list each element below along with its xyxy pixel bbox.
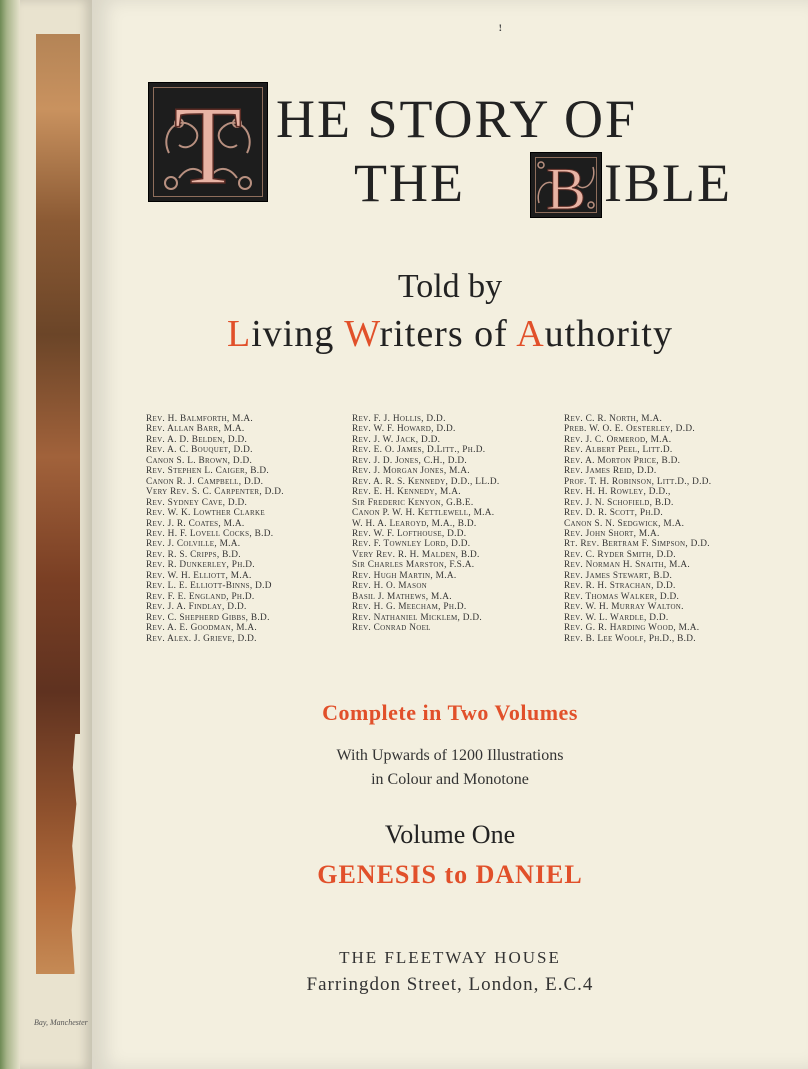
contributor-name: Rev. J. A. Findlay, D.D.	[146, 602, 247, 613]
contributor-name: Rev. B. Lee Woolf, Ph.D., B.D.	[564, 633, 696, 644]
contributor-name: Rev. E. O. James, D.Litt., Ph.D.	[352, 445, 486, 456]
contributor-name: Preb. W. O. E. Oesterley, D.D.	[564, 424, 695, 435]
publisher-address: Farringdon Street, London, E.C.4	[306, 974, 594, 995]
illustrations-line-1: With Upwards of 1200 Illustrations	[336, 747, 564, 764]
writers-initial-a: A	[516, 313, 545, 355]
contributor-name: Sir Charles Marston, F.S.A.	[352, 560, 475, 571]
title-line-1-text: HE STORY OF	[276, 89, 638, 149]
contributor-name: Rev. J. C. Ormerod, M.A.	[564, 434, 672, 445]
contributor-name: Rev. A. E. Goodman, M.A.	[146, 623, 258, 634]
writers-initial-l: L	[227, 313, 252, 355]
svg-text:B: B	[545, 156, 587, 217]
contributor-name: Rev. W. F. Lofthouse, D.D.	[352, 528, 467, 539]
contributors-column-1	[146, 414, 284, 644]
contributor-name: Rev. James Reid, D.D.	[564, 466, 657, 477]
contributor-name: Rev. James Stewart, B.D.	[564, 570, 673, 581]
contributor-name: Rev. W. K. Lowther Clarke	[146, 508, 265, 519]
writers-word-of: of	[474, 313, 508, 355]
svg-text:T: T	[173, 84, 243, 201]
contributor-name: Rev. Sydney Cave, D.D.	[146, 497, 248, 508]
printer-credit: Bay, Manchester	[34, 1018, 88, 1027]
contributor-name: Rev. W. L. Wardle, D.D.	[564, 612, 669, 623]
contributor-name: Rev. R. Dunkerley, Ph.D.	[146, 560, 255, 571]
writers-initial-w: W	[344, 313, 380, 355]
contributor-name: Rev. W. H. Elliott, M.A.	[146, 570, 252, 581]
contributor-name: Rev. G. R. Harding Wood, M.A.	[564, 623, 700, 634]
contributor-name: Rev. John Short, M.A.	[564, 528, 660, 539]
contributor-name: W. H. A. Learoyd, M.A., B.D.	[352, 518, 477, 529]
contributor-name: Rev. C. Ryder Smith, D.D.	[564, 549, 676, 560]
contributor-name: Rev. J. Morgan Jones, M.A.	[352, 466, 470, 477]
contributor-name: Rev. F. Townley Lord, D.D.	[352, 539, 471, 550]
told-by: Told by	[397, 268, 503, 305]
contributor-name: Basil J. Mathews, M.A.	[352, 591, 452, 602]
contributor-name: Rev. H. G. Meecham, Ph.D.	[352, 602, 467, 613]
contributor-name: Rev. F. E. England, Ph.D.	[146, 591, 255, 602]
top-mark: ꜝ	[498, 26, 503, 41]
facing-page	[20, 0, 92, 1069]
contributor-name: Rev. J. Colville, M.A.	[146, 539, 241, 550]
contributor-name: Rev. Alex. J. Grieve, D.D.	[146, 633, 257, 644]
contributors-column-2	[352, 414, 499, 634]
contributor-name: Rev. L. E. Elliott-Binns, D.D	[146, 581, 272, 592]
contributor-name: Rev. J. N. Schofield, B.D.	[564, 497, 674, 508]
contributor-name: Rev. J. W. Jack, D.D.	[352, 434, 441, 445]
contributor-name: Rev. H. H. Rowley, D.D.,	[564, 487, 671, 498]
torn-edge	[68, 734, 80, 974]
decorated-initial-t	[148, 82, 268, 202]
title-line-2-post: IBLE	[604, 153, 732, 213]
title-line-2-pre: THE	[354, 153, 465, 213]
contributor-name: Rev. R. S. Cripps, B.D.	[146, 549, 241, 560]
contributor-name: Rt. Rev. Bertram F. Simpson, D.D.	[564, 539, 710, 550]
contributor-name: Rev. Nathaniel Micklem, D.D.	[352, 612, 483, 623]
contributor-name: Rev. A. D. Belden, D.D.	[146, 434, 248, 445]
contributor-name: Rev. C. Shepherd Gibbs, B.D.	[146, 612, 270, 623]
volume-range: GENESIS to DANIEL	[317, 860, 583, 889]
writers-word-authority: uthority	[544, 313, 673, 355]
contributor-name: Rev. H. O. Mason	[352, 581, 428, 592]
contributor-name: Very Rev. R. H. Malden, B.D.	[352, 549, 480, 560]
contributor-name: Rev. C. R. North, M.A.	[564, 414, 663, 424]
contributor-name: Canon P. W. H. Kettlewell, M.A.	[352, 508, 495, 519]
title-page	[92, 0, 808, 1069]
book-spine-edge	[0, 0, 20, 1069]
contributor-name: Rev. Thomas Walker, D.D.	[564, 591, 680, 602]
contributor-name: Rev. Albert Peel, Litt.D.	[564, 445, 673, 456]
contributor-name: Rev. H. F. Lovell Cocks, B.D.	[146, 528, 274, 539]
writers-word-living: iving	[251, 313, 335, 355]
decorated-initial-b	[530, 152, 602, 218]
writers-line	[92, 312, 808, 356]
contributor-name: Rev. J. D. Jones, C.H., D.D.	[352, 455, 468, 466]
contributor-name: Rev. Stephen L. Caiger, B.D.	[146, 466, 270, 477]
contributor-name: Rev. Conrad Noel	[352, 623, 431, 634]
contributor-name: Very Rev. S. C. Carpenter, D.D.	[146, 487, 284, 498]
contributors-column-3	[564, 414, 711, 644]
colour-plate-edge	[36, 34, 80, 974]
illustrations-line-2: in Colour and Monotone	[371, 771, 529, 788]
contributor-name: Rev. E. H. Kennedy, M.A.	[352, 487, 461, 498]
contributor-name: Rev. D. R. Scott, Ph.D.	[564, 508, 663, 519]
contributor-name: Sir Frederic Kenyon, G.B.E.	[352, 497, 474, 508]
contributor-name: Rev. Hugh Martin, M.A.	[352, 570, 457, 581]
ornament-initial-t-icon	[149, 83, 267, 201]
contributor-name: Rev. A. R. S. Kennedy, D.D., LL.D.	[352, 476, 500, 487]
contributor-name: Rev. H. Balmforth, M.A.	[146, 414, 254, 424]
contributor-name: Rev. W. H. Murray Walton.	[564, 602, 684, 613]
complete-statement: Complete in Two Volumes	[322, 700, 578, 725]
writers-word-writers: riters	[379, 313, 464, 355]
publisher: THE FLEETWAY HOUSE	[339, 948, 561, 967]
contributor-name: Rev. A. Morton Price, B.D.	[564, 455, 681, 466]
contributor-name: Rev. J. R. Coates, M.A.	[146, 518, 245, 529]
contributor-name: Canon R. J. Campbell, D.D.	[146, 476, 264, 487]
ornament-initial-b-icon	[531, 153, 601, 217]
volume-title: Volume One	[384, 820, 516, 849]
contributor-name: Rev. R. H. Strachan, D.D.	[564, 581, 676, 592]
contributor-name: Rev. W. F. Howard, D.D.	[352, 424, 456, 435]
contributor-name: Prof. T. H. Robinson, Litt.D., D.D.	[564, 476, 712, 487]
contributor-name: Rev. F. J. Hollis, D.D.	[352, 414, 446, 424]
contributor-name: Canon S. N. Sedgwick, M.A.	[564, 518, 685, 529]
contributor-name: Rev. A. C. Bouquet, D.D.	[146, 445, 253, 456]
contributor-name: Canon S. L. Brown, D.D.	[146, 455, 253, 466]
contributor-name: Rev. Allan Barr, M.A.	[146, 424, 245, 435]
contributor-name: Rev. Norman H. Snaith, M.A.	[564, 560, 690, 571]
